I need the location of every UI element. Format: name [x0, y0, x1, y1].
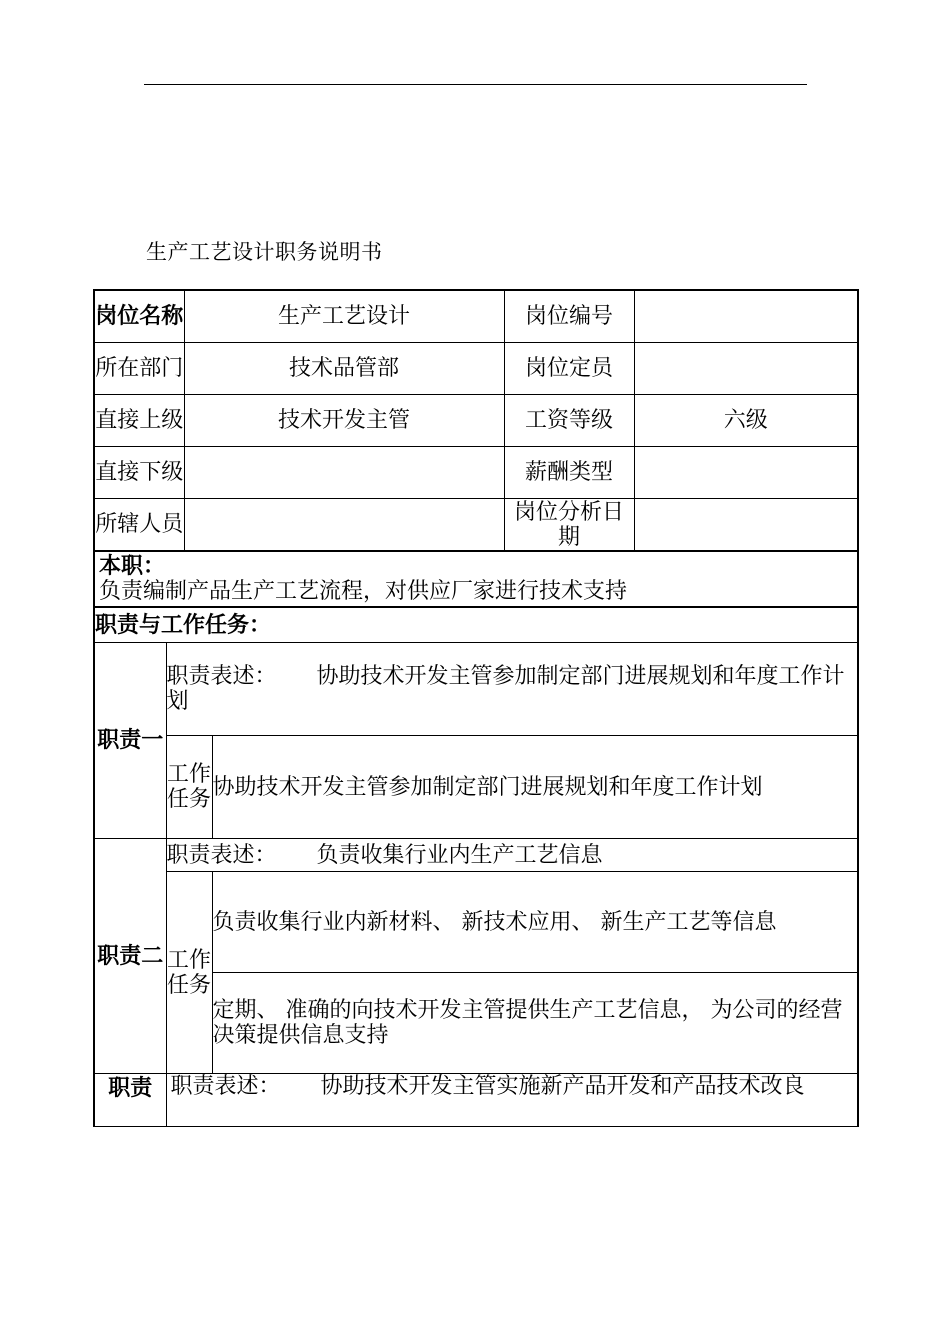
position-code-label: 岗位编号 [504, 290, 634, 343]
analysis-date-label: 岗位分析日期 [504, 499, 634, 552]
duty3-desc-row [94, 1074, 858, 1127]
duty1-description: 协助技术开发主管参加制定部门进展规划和年度工作计划 [166, 664, 845, 714]
supervisor-value: 技术开发主管 [184, 395, 504, 447]
salary-grade-value: 六级 [634, 395, 858, 447]
duty2-task-row-1 [94, 872, 858, 973]
managed-staff-label: 所辖人员 [94, 499, 184, 552]
duty1-name: 职责一 [94, 643, 166, 839]
duty3-description-cell [166, 1074, 858, 1127]
main-duty-label: 本职： [99, 554, 166, 579]
duty2-name: 职责二 [94, 839, 166, 1074]
duty1-description-cell [166, 643, 858, 736]
duty1-task-1: 协助技术开发主管参加制定部门进展规划和年度工作计划 [212, 736, 858, 839]
responsibilities-heading-row [94, 607, 858, 643]
duty2-task-1: 负责收集行业内新材料、 新技术应用、 新生产工艺等信息 [212, 872, 858, 973]
duty1-desc-label: 职责表述： [166, 664, 277, 689]
main-duty-row [94, 551, 858, 607]
position-name-value: 生产工艺设计 [184, 290, 504, 343]
duty2-task-2: 定期、 准确的向技术开发主管提供生产工艺信息， 为公司的经营决策提供信息支持 [212, 973, 858, 1074]
pay-type-label: 薪酬类型 [504, 447, 634, 499]
position-name-label: 岗位名称 [94, 290, 184, 343]
info-row-subordinate [94, 447, 858, 499]
managed-staff-value [184, 499, 504, 552]
subordinate-value [184, 447, 504, 499]
duty3-name: 职责 [94, 1074, 166, 1127]
info-row-supervisor [94, 395, 858, 447]
duty2-description-cell [166, 839, 858, 872]
main-duty-text: 负责编制产品生产工艺流程，对供应厂家进行技术支持 [99, 579, 628, 604]
salary-grade-label: 工资等级 [504, 395, 634, 447]
duty2-desc-label: 职责表述： [166, 842, 277, 868]
department-label: 所在部门 [94, 343, 184, 395]
duty2-desc-row [94, 839, 858, 872]
supervisor-label: 直接上级 [94, 395, 184, 447]
info-row-department [94, 343, 858, 395]
analysis-date-value [634, 499, 858, 552]
document-title: 生产工艺设计职务说明书 [146, 240, 383, 264]
pay-type-value [634, 447, 858, 499]
duty1-desc-row [94, 643, 858, 736]
position-code-value [634, 290, 858, 343]
headcount-value [634, 343, 858, 395]
info-row-position [94, 290, 858, 343]
duty2-description: 负责收集行业内生产工艺信息 [316, 842, 603, 868]
responsibilities-section-label: 职责与工作任务： [94, 607, 858, 643]
duty1-task-row [94, 736, 858, 839]
duty3-description: 协助技术开发主管实施新产品开发和产品技术改良 [320, 1074, 805, 1099]
info-row-staff [94, 499, 858, 552]
duty1-task-label: 工作任务 [166, 736, 212, 839]
department-value: 技术品管部 [184, 343, 504, 395]
subordinate-label: 直接下级 [94, 447, 184, 499]
headcount-label: 岗位定员 [504, 343, 634, 395]
header-rule [144, 84, 807, 85]
job-description-table [93, 289, 859, 1127]
duty2-task-label: 工作任务 [166, 872, 212, 1074]
duty3-desc-label: 职责表述： [170, 1074, 281, 1099]
